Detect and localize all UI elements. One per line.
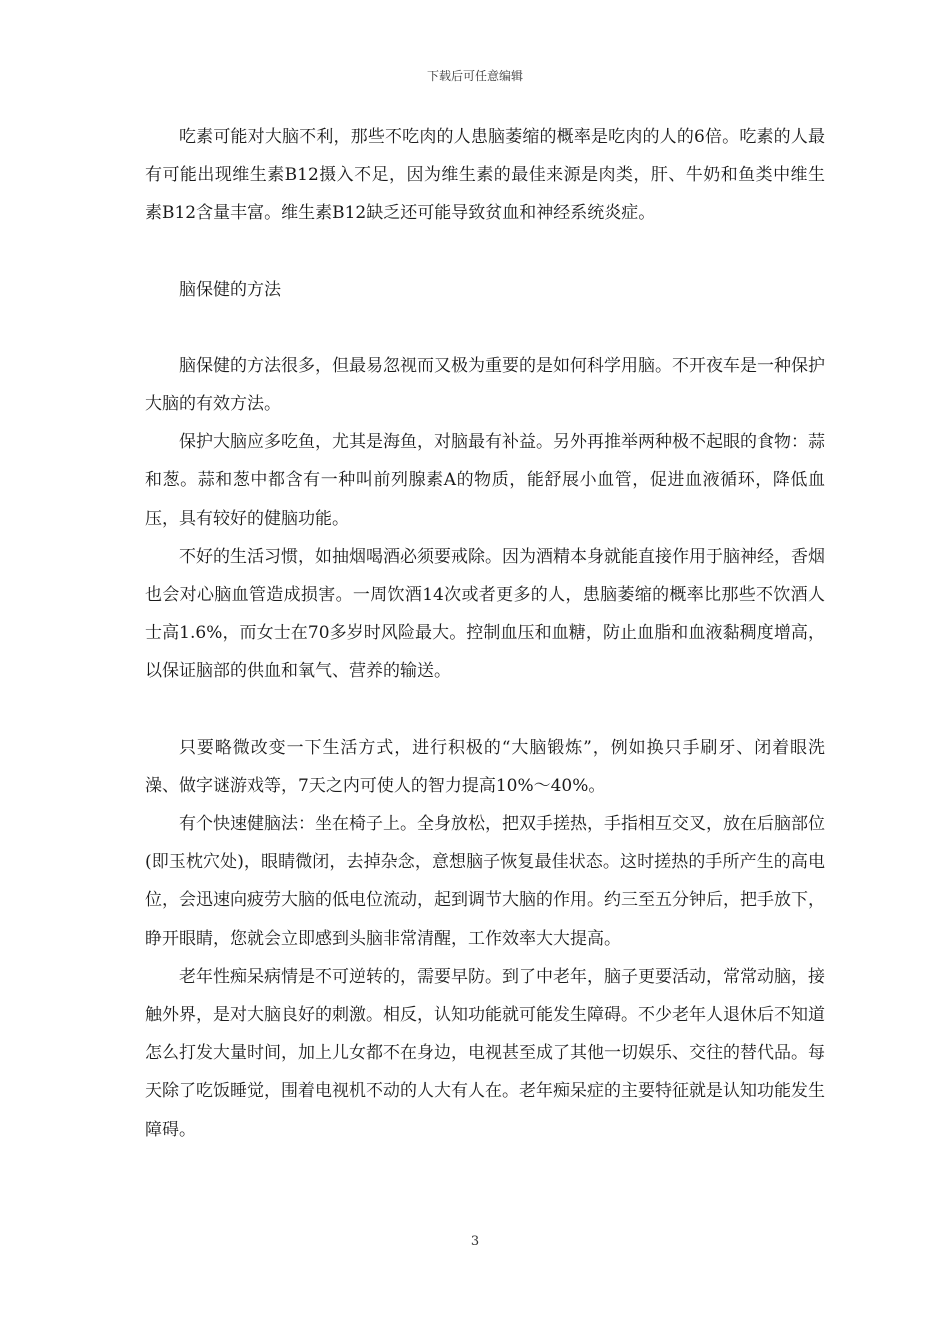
paragraph-brain-care-methods: 脑保健的方法很多，但最易忽视而又极为重要的是如何科学用脑。不开夜车是一种保护大脑的有效方法。 <box>145 355 825 415</box>
paragraph-vegetarian-risk: 吃素可能对大脑不利，那些不吃肉的人患脑萎缩的概率是吃肉的人的6倍。吃素的人最有可能出现维生素B12摄入不足，因为维生素的最佳来源是肉类，肝、牛奶和鱼类中维生素B12含量丰富。维生素B12缺乏还可能导致贫血和神经系统炎症。 <box>145 127 825 224</box>
paragraph-dementia: 老年性痴呆病情是不可逆转的，需要早防。到了中老年，脑子更要活动，常常动脑，接触外界，是对大脑良好的刺激。相反，认知功能就可能发生障碍。不少老年人退休后不知道怎么打发大量时间，加上儿女都不在身边，电视甚至成了其他一切娱乐、交往的替代品。每天除了吃饭睡觉，围着电视机不动的人大有人在。老年痴呆症的主要特征就是认知功能发生障碍。 <box>145 966 825 1140</box>
paragraph-quick-method: 有个快速健脑法：坐在椅子上。全身放松，把双手搓热，手指相互交叉，放在后脑部位(即玉枕穴处)，眼睛微闭，去掉杂念，意想脑子恢复最佳状态。这时搓热的手所产生的高电位，会迅速向疲劳大脑的低电位流动，起到调节大脑的作用。约三至五分钟后，把手放下，睁开眼睛，您就会立即感到头脑非常清醒，工作效率大大提高。 <box>145 814 825 949</box>
paragraph-diet-fish-garlic: 保护大脑应多吃鱼，尤其是海鱼，对脑最有补益。另外再推举两种极不起眼的食物：蒜和葱。蒜和葱中都含有一种叫前列腺素A的物质，能舒展小血管，促进血液循环，降低血压，具有较好的健脑功能。 <box>145 432 825 529</box>
section-heading: 脑保健的方法 <box>179 279 281 300</box>
document-body <box>145 118 825 1149</box>
page-number: 3 <box>470 1234 480 1249</box>
paragraph-brain-exercise: 只要略微改变一下生活方式，进行积极的“大脑锻炼”，例如换只手刷牙、闭着眼洗澡、做字谜游戏等，7天之内可使人的智力提高10%～40%。 <box>145 737 825 796</box>
paragraph-bad-habits: 不好的生活习惯，如抽烟喝酒必须要戒除。因为酒精本身就能直接作用于脑神经，香烟也会对心脑血管造成损害。一周饮酒14次或者更多的人，患脑萎缩的概率比那些不饮酒人士高1.6%，而女士在70多岁时风险最大。控制血压和血糖，防止血脂和血液黏稠度增高，以保证脑部的供血和氧气、营养的输送。 <box>145 546 825 682</box>
page-header: 下载后可任意编辑 <box>426 69 523 83</box>
